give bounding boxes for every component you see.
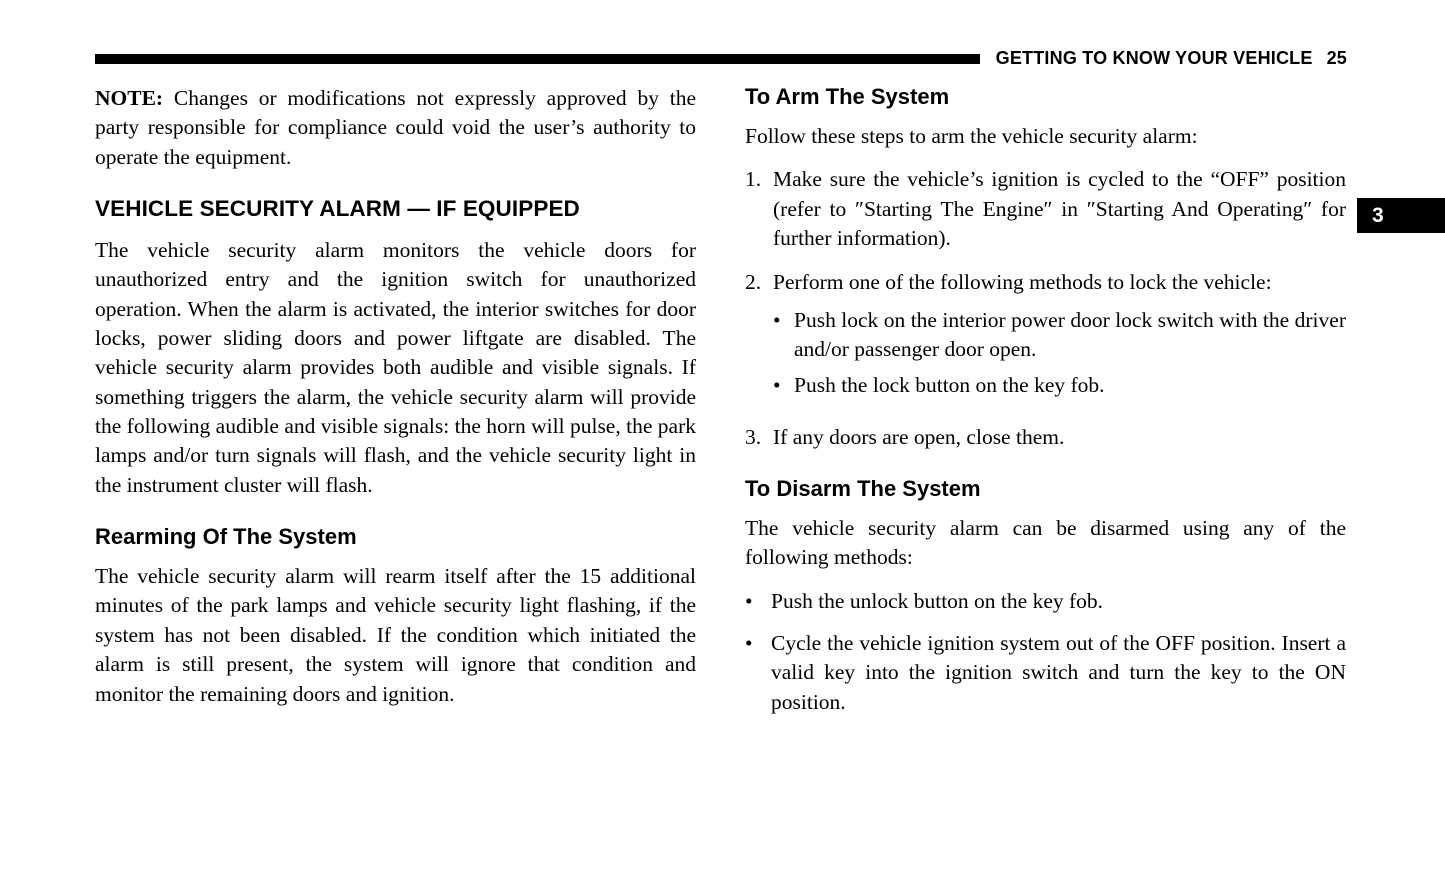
chapter-tab: [1357, 198, 1445, 233]
disarm-bullets: [745, 587, 1346, 717]
page-number: 25: [1326, 48, 1347, 68]
step-text: Make sure the vehicle’s ignition is cycled to the “OFF” position (refer to ″Starting The Engine″ in ″Starting And Operating″ for further information).: [773, 167, 1346, 251]
bullet-icon: •: [745, 631, 753, 656]
header-text: [996, 48, 1347, 69]
chapter-tab-label: 3: [1372, 203, 1384, 227]
section-body-paragraph: The vehicle security alarm monitors the vehicle doors for unauthorized entry and the ignition switch for unauthorized operation. When the alarm is activated, the interior switches for door locks, power sliding doors and power liftgate are disabled. The vehicle security alarm provides both audible and visible signals. If something triggers the alarm, the vehicle security alarm will provide the following audible and visible signals: the horn will pulse, the park lamps and/or turn signals will flash, and the vehicle security light in the instrument cluster will flash.: [95, 238, 696, 497]
bullet-text: Push lock on the interior power door lock switch with the driver and/or passenger door open.: [794, 307, 1346, 362]
bullet-text: Cycle the vehicle ignition system out of the OFF position. Insert a valid key into the ignition switch and turn the key to the ON position.: [771, 631, 1346, 714]
step-text: If any doors are open, close them.: [773, 424, 1065, 449]
page-body: [95, 84, 1347, 730]
note-paragraph: [95, 84, 696, 172]
list-item: [745, 629, 1346, 717]
running-header: [95, 48, 1347, 69]
list-item: [773, 371, 1346, 400]
step-body: [773, 165, 1346, 253]
bullet-icon: •: [745, 588, 753, 613]
arm-step-3: [745, 423, 1346, 452]
note-label: NOTE:: [95, 86, 164, 110]
rearming-body-paragraph: The vehicle security alarm will rearm itself after the 15 additional minutes of the park lamps and vehicle security light flashing, if the system has not been disabled. If the condition which initiated the alarm is still present, the system will ignore that condition and monitor the remaining doors and ignition.: [95, 564, 696, 706]
step-text: Perform one of the following methods to lock the vehicle:: [773, 270, 1272, 295]
step-number: 1.: [745, 167, 762, 192]
bullet-text: Push the lock button on the key fob.: [794, 373, 1105, 398]
arm-step-1: [745, 165, 1346, 253]
step-number: 3.: [745, 424, 762, 449]
subheading-to-arm: To Arm The System: [745, 84, 950, 109]
step-number: 2.: [745, 270, 762, 295]
arm-step-2: [745, 268, 1346, 407]
right-column: [745, 84, 1346, 730]
header-rule: [95, 54, 980, 64]
list-item: [773, 306, 1346, 365]
bullet-icon: •: [773, 307, 781, 332]
bullet-text: Push the unlock button on the key fob.: [771, 588, 1104, 613]
step-body: [773, 423, 1346, 452]
section-heading-vehicle-security-alarm: VEHICLE SECURITY ALARM — IF EQUIPPED: [95, 196, 580, 222]
subheading-to-disarm: To Disarm The System: [745, 476, 981, 502]
arm-intro-paragraph: Follow these steps to arm the vehicle security alarm:: [745, 124, 1198, 148]
left-column: [95, 84, 696, 730]
note-text: Changes or modifications not expressly approved by the party responsible for compliance could void the user’s authority to operate the equipment.: [95, 86, 697, 169]
step-body: [773, 268, 1346, 407]
header-title: GETTING TO KNOW YOUR VEHICLE: [995, 48, 1313, 68]
disarm-intro-paragraph: The vehicle security alarm can be disarmed using any of the following methods:: [745, 516, 1346, 570]
arm-step-2-bullets: [773, 306, 1346, 401]
bullet-icon: •: [773, 373, 781, 398]
subheading-rearming: Rearming Of The System: [95, 524, 357, 550]
list-item: [745, 587, 1346, 616]
